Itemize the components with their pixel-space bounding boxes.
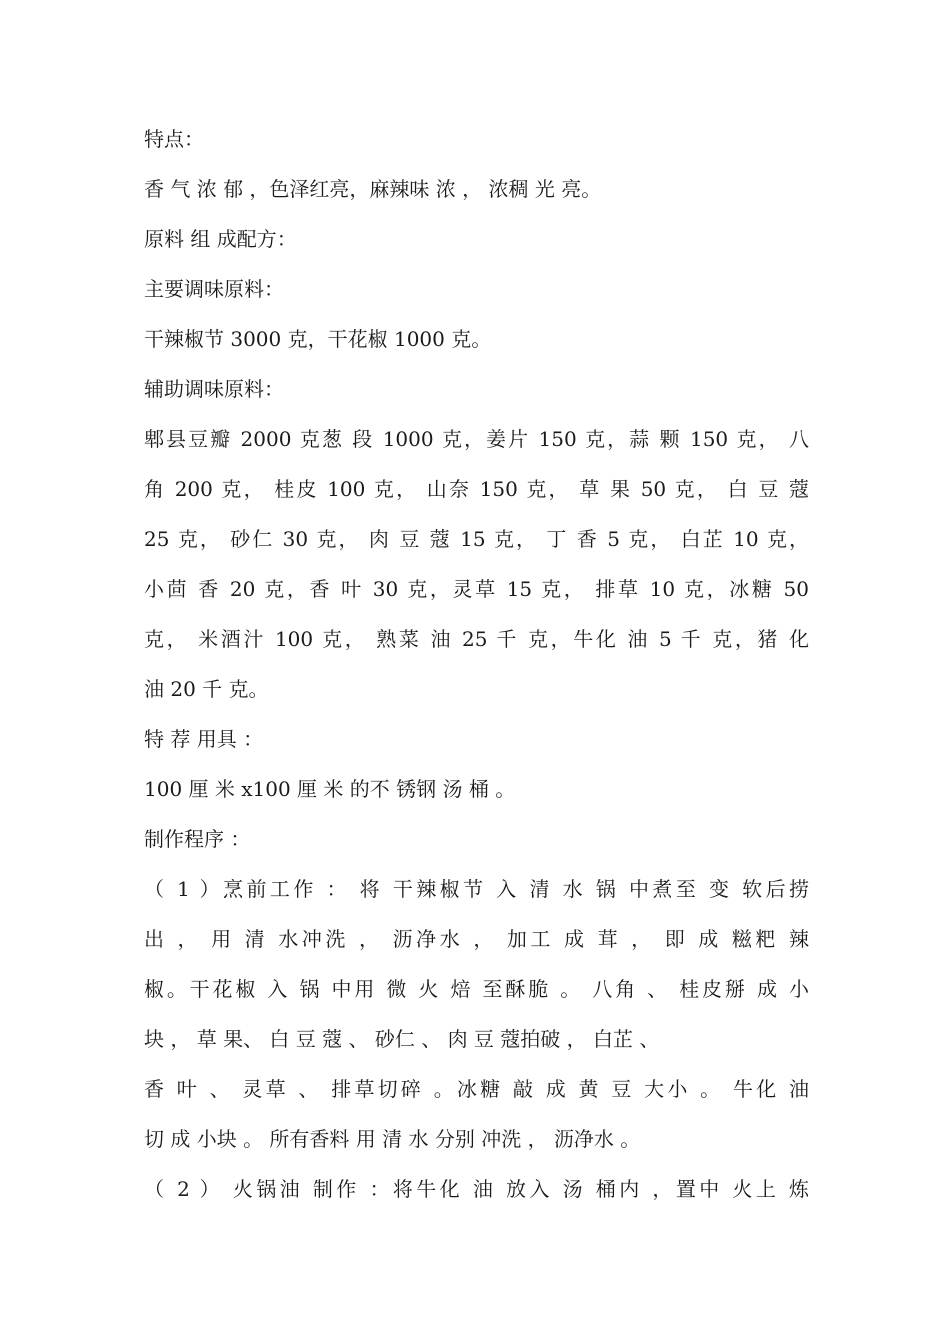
text-line: 克， 米酒汁 100 克， 熟菜 油 25 千 克，牛化 油 5 千 克，猪 化 bbox=[144, 627, 809, 651]
text-line: （ 1 ）烹前工作 ： 将 干辣椒节 入 清 水 锅 中煮至 变 软后捞 bbox=[144, 877, 809, 901]
text-line: 油 20 千 克。 bbox=[144, 677, 269, 701]
text-line: 出 ， 用 清 水冲洗 ， 沥净水 ， 加工 成 茸 ， 即 成 糍粑 辣 bbox=[144, 927, 809, 951]
text-line: 特点： bbox=[144, 127, 204, 151]
text-line: 椒。干花椒 入 锅 中用 微 火 焙 至酥脆 。 八角 、 桂皮掰 成 小 bbox=[144, 977, 809, 1001]
text-line: 香 叶 、 灵草 、 排草切碎 。冰糖 敲 成 黄 豆 大小 。 牛化 油 bbox=[144, 1077, 809, 1101]
text-line: 角 200 克， 桂皮 100 克， 山奈 150 克， 草 果 50 克， 白 豆 蔻 bbox=[144, 477, 809, 501]
text-line: 郫县豆瓣 2000 克葱 段 1000 克，姜片 150 克，蒜 颗 150 克， 八 bbox=[144, 427, 809, 451]
text-line: 小茴 香 20 克，香 叶 30 克，灵草 15 克， 排草 10 克，冰糖 50 bbox=[144, 577, 809, 601]
text-line: （ 2 ） 火锅油 制作 ：将牛化 油 放入 汤 桶内 ，置中 火上 炼 bbox=[144, 1177, 809, 1201]
text-line: 干辣椒节 3000 克，干花椒 1000 克。 bbox=[144, 327, 492, 351]
text-line: 25 克， 砂仁 30 克， 肉 豆 蔻 15 克， 丁 香 5 克， 白芷 10 克， bbox=[144, 527, 809, 551]
text-line: 切 成 小块 。 所有香料 用 清 水 分别 冲洗 ， 沥净水 。 bbox=[144, 1127, 641, 1151]
text-line: 辅助调味原料： bbox=[144, 377, 284, 401]
text-line: 特 荐 用具 ： bbox=[144, 727, 264, 751]
text-line: 主要调味原料： bbox=[144, 277, 284, 301]
text-line: 香 气 浓 郁 ，色泽红亮，麻辣味 浓 ， 浓稠 光 亮。 bbox=[144, 177, 602, 201]
recipe-text bbox=[144, 114, 809, 1214]
text-line: 100 厘 米 x100 厘 米 的不 锈钢 汤 桶 。 bbox=[144, 777, 516, 801]
text-line: 块 ， 草 果、 白 豆 蔻 、 砂仁 、 肉 豆 蔻拍破 ， 白芷 、 bbox=[144, 1027, 660, 1051]
text-line: 制作程序 ： bbox=[144, 827, 251, 851]
text-line: 原料 组 成配方： bbox=[144, 227, 297, 251]
